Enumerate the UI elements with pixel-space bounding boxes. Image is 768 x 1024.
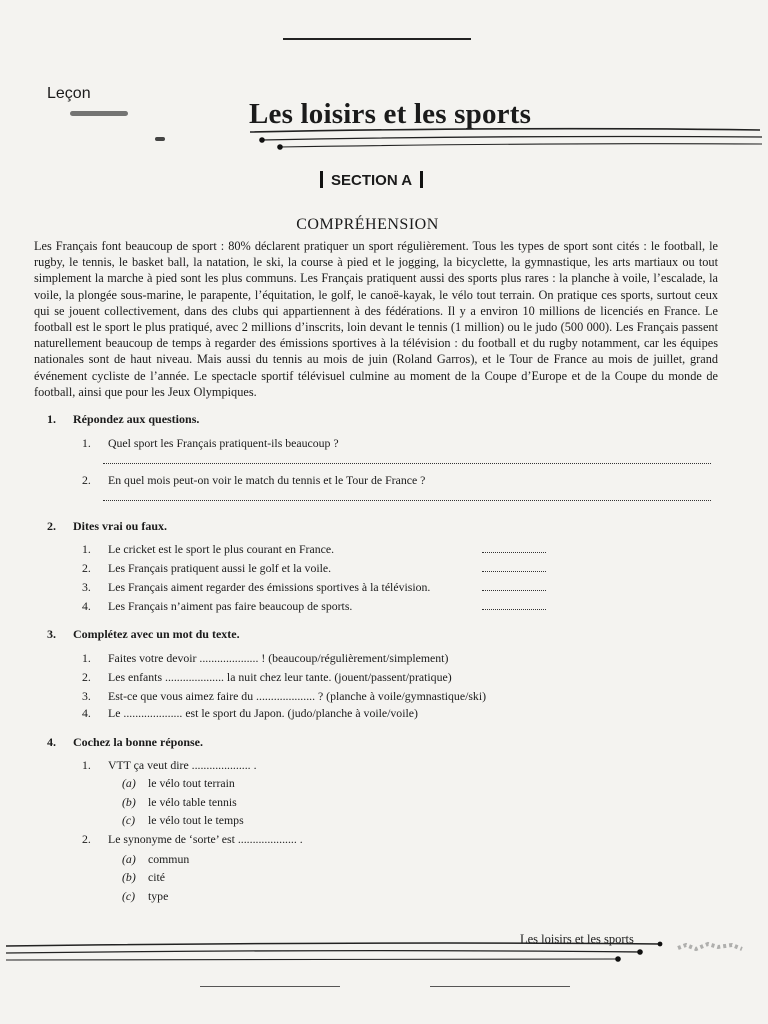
item-text: Quel sport les Français pratiquent-ils beaucoup ? — [108, 436, 339, 450]
running-footer-title: Les loisirs et les sports — [520, 932, 634, 946]
item-number: 2. — [82, 561, 91, 575]
true-false-item — [82, 542, 334, 557]
exercise-3-heading — [47, 627, 240, 642]
item-text: Le synonyme de ‘sorte’ est .................... . — [108, 832, 303, 846]
mcq-option[interactable] — [122, 889, 168, 904]
exercise-2-heading — [47, 519, 167, 534]
reading-passage: Les Français font beaucoup de sport : 80% déclarent pratiquer un sport régulièrement. Tous les types de sport sont cités : le football, le rugby, le tennis, le basket ball, la natation, le ski, la course à pied et le jogging, la bicyclette, la gymnastique, les arts martiaux ou tout simplement la marche à pied sont les plus communs. Les Français pratiquent aussi des sports plus rares : la planche à voile, l’escalade, la voile, la plongée sous-marine, le parapente, l’équitation, le golf, le canoë-kayak, le vélo tout terrain. On pratique ces sports, surtout ceux qui se jouent collectivement, dans des clubs qui appartiennent à des fédérations. Il y a environ 10 millions de licenciés en France. Le football est le sport le plus pratiqué, avec 2 millions d’inscrits, loin devant le tennis (1 million) ou le judo (500 000). Les Français passent naturellement beaucoup de temps à regarder des émissions sportives à la télévision : du football et du rugby notamment, car les équipes nationales sont de haut niveau. Mais aussi du tennis au mois de juin (Roland Garros), et le Tour de France au mois de juillet, grand événement cycliste de l’année. Le spectacle sportif télévisuel culmine au moment de la Coupe d’Europe et de la Coupe du monde de football, ainsi que pour les Jeux Olympiques. — [34, 239, 718, 399]
mcq-option[interactable] — [122, 776, 235, 791]
item-text: Est-ce que vous aimez faire du .................... ? (planche à voile/gymnastique/ski) — [108, 689, 487, 703]
item-number: 2. — [82, 670, 91, 684]
item-number: 4. — [82, 706, 91, 720]
true-false-item — [82, 580, 430, 595]
exercise-4-heading — [47, 735, 203, 750]
option-text: le vélo tout le temps — [148, 813, 244, 827]
answer-blank[interactable] — [482, 590, 546, 591]
item-text: Faites votre devoir .................... ! (beaucoup/régulièrement/simplement) — [108, 651, 449, 665]
mcq-option[interactable] — [122, 813, 244, 828]
mcq-option[interactable] — [122, 870, 165, 885]
option-text: le vélo table tennis — [148, 795, 237, 809]
item-text: Le .................... est le sport du Japon. (judo/planche à voile/voile) — [108, 706, 418, 720]
option-text: commun — [148, 852, 190, 866]
fill-blank-item[interactable] — [82, 651, 448, 666]
exercise-heading-text: Complétez avec un mot du texte. — [73, 627, 240, 641]
question-item — [82, 473, 425, 488]
section-label: SECTION A — [331, 172, 413, 189]
footer-decorative-lines — [0, 938, 768, 974]
bottom-rule — [200, 986, 340, 987]
item-text: Les Français n’aiment pas faire beaucoup de sports. — [108, 599, 353, 613]
item-number: 1. — [82, 758, 91, 772]
true-false-item — [82, 599, 352, 614]
item-text: Les Français aiment regarder des émissions sportives à la télévision. — [108, 580, 431, 594]
option-letter: (b) — [122, 870, 136, 884]
item-number: 2. — [82, 832, 91, 846]
bottom-rule — [430, 986, 570, 987]
handwritten-scribble — [70, 111, 128, 116]
item-number: 1. — [82, 542, 91, 556]
question-item — [82, 436, 339, 451]
answer-blank[interactable] — [482, 552, 546, 553]
option-letter: (c) — [122, 813, 136, 827]
exercise-heading-text: Répondez aux questions. — [73, 412, 200, 426]
exercise-heading-text: Dites vrai ou faux. — [73, 519, 167, 533]
exercise-number: 2. — [47, 519, 56, 533]
section-heading — [312, 171, 431, 189]
exercise-number: 3. — [47, 627, 56, 641]
option-text: le vélo tout terrain — [148, 776, 235, 790]
item-number: 3. — [82, 689, 91, 703]
option-text: cité — [148, 870, 166, 884]
item-text: Le cricket est le sport le plus courant en France. — [108, 542, 335, 556]
item-text: En quel mois peut-on voir le match du tennis et le Tour de France ? — [108, 473, 426, 487]
mcq-item — [82, 832, 303, 847]
item-number: 1. — [82, 651, 91, 665]
mcq-option[interactable] — [122, 795, 237, 810]
item-text: VTT ça veut dire .................... . — [108, 758, 257, 772]
fill-blank-item[interactable] — [82, 706, 418, 721]
title-decorative-lines — [0, 124, 768, 164]
item-text: Les Français pratiquent aussi le golf et la voile. — [108, 561, 332, 575]
option-letter: (b) — [122, 795, 136, 809]
fill-blank-item[interactable] — [82, 689, 486, 704]
option-letter: (a) — [122, 852, 136, 866]
mcq-item — [82, 758, 257, 773]
exercise-1-heading — [47, 412, 199, 427]
option-letter: (c) — [122, 889, 136, 903]
item-number: 4. — [82, 599, 91, 613]
item-number: 3. — [82, 580, 91, 594]
page-title: Les loisirs et les sports — [249, 98, 532, 130]
answer-line[interactable] — [103, 500, 711, 501]
section-subtitle: COMPRÉHENSION — [296, 216, 439, 233]
true-false-item — [82, 561, 331, 576]
option-text: type — [148, 889, 169, 903]
fill-blank-item[interactable] — [82, 670, 452, 685]
item-number: 1. — [82, 436, 91, 450]
exercise-number: 4. — [47, 735, 56, 749]
lesson-label: Leçon — [47, 85, 91, 102]
option-letter: (a) — [122, 776, 136, 790]
section-bar-left — [320, 171, 323, 188]
answer-line[interactable] — [103, 463, 711, 464]
top-rule — [283, 38, 471, 40]
answer-blank[interactable] — [482, 571, 546, 572]
item-number: 2. — [82, 473, 91, 487]
item-text: Les enfants .................... la nuit chez leur tante. (jouent/passent/pratique) — [108, 670, 452, 684]
section-bar-right — [420, 171, 423, 188]
answer-blank[interactable] — [482, 609, 546, 610]
mcq-option[interactable] — [122, 852, 189, 867]
exercise-number: 1. — [47, 412, 56, 426]
exercise-heading-text: Cochez la bonne réponse. — [73, 735, 203, 749]
